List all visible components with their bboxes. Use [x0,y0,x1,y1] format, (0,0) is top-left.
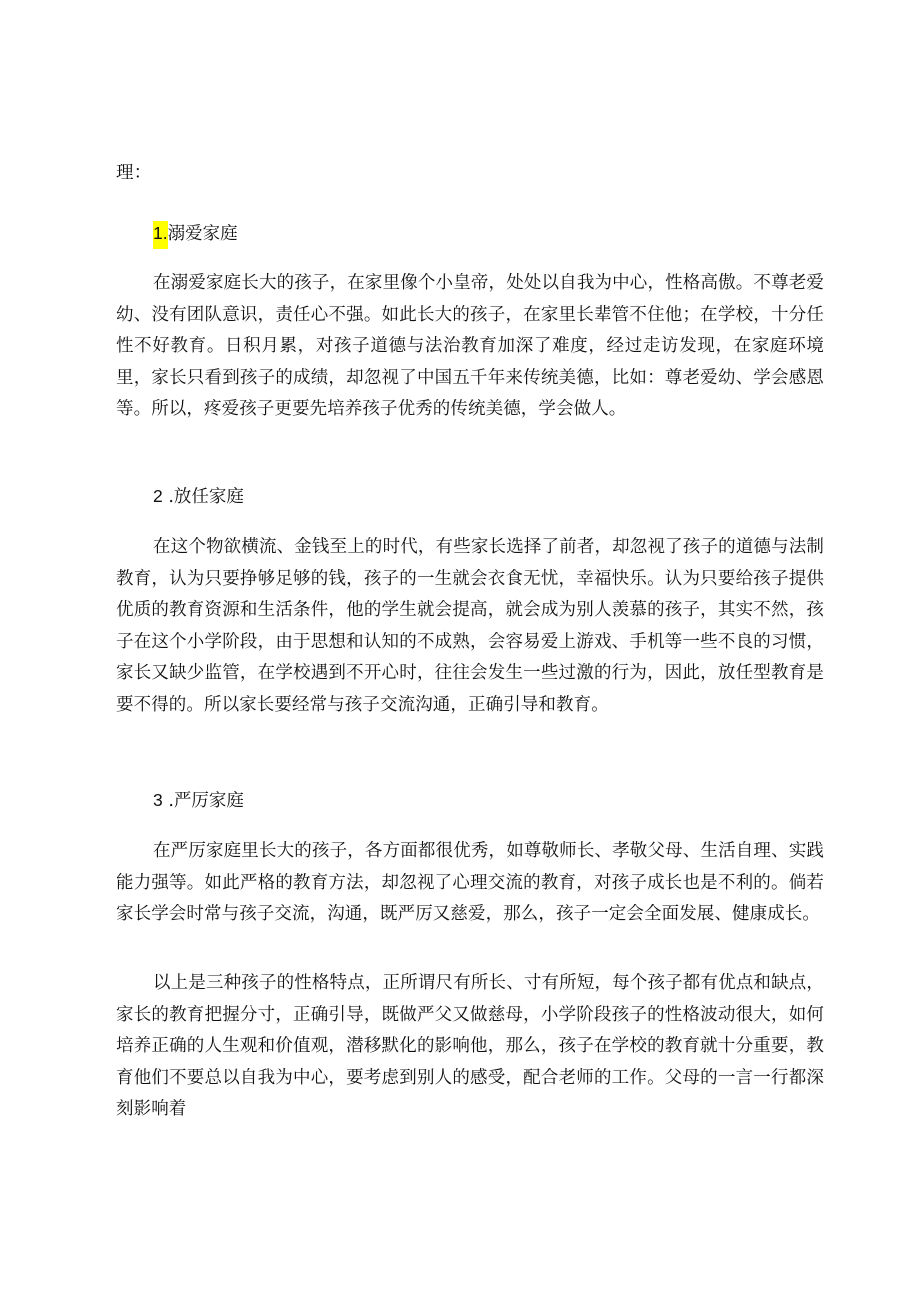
section-title: 溺爱家庭 [167,224,238,244]
lead-text: 理： [116,163,152,183]
section-number: 3 [153,790,163,810]
section-heading-3 [153,787,244,814]
closing-paragraph: 以上是三种孩子的性格特点，正所谓尺有所长、寸有所短，每个孩子都有优点和缺点，家长的教育把握分寸，正确引导，既做严父又做慈母，小学阶段孩子的性格波动很大，如何培养正确的人生观和价值观，潜移默化的影响他，那么，孩子在学校的教育就十分重要，教育他们不要总以自我为中心，要考虑到别人的感受，配合老师的工作。父母的一言一行都深刻影响着 [116,973,824,1120]
section-heading-2 [153,483,244,510]
section-number: 2 [153,486,163,506]
section-body-1: 在溺爱家庭长大的孩子，在家里像个小皇帝，处处以自我为中心，性格高傲。不尊老爱幼、没有团队意识，责任心不强。如此长大的孩子，在家里长辈管不住他；在学校，十分任性不好教育。日积月累，对孩子道德与法治教育加深了难度，经过走访发现，在家庭环境里，家长只看到孩子的成绩，却忽视了中国五千年来传统美德，比如：尊老爱幼、学会感恩等。所以，疼爱孩子更要先培养孩子优秀的传统美德，学会做人。 [116,273,824,420]
section-body-3: 在严厉家庭里长大的孩子，各方面都很优秀，如尊敬师长、孝敬父母、生活自理、实践能力强等。如此严格的教育方法，却忽视了心理交流的教育，对孩子成长也是不利的。倘若家长学会时常与孩子交流，沟通，既严厉又慈爱，那么，孩子一定会全面发展、健康成长。 [116,841,824,925]
section-heading-1 [153,220,238,247]
section-title: .放任家庭 [168,487,244,507]
section-title: .严厉家庭 [168,791,244,811]
section-number-highlighted: 1. [153,221,168,249]
section-body-2: 在这个物欲横流、金钱至上的时代，有些家长选择了前者，却忽视了孩子的道德与法制教育，认为只要挣够足够的钱，孩子的一生就会衣食无忧，幸福快乐。认为只要给孩子提供优质的教育资源和生活条件，他的学生就会提高，就会成为别人羡慕的孩子，其实不然，孩子在这个小学阶段，由于思想和认知的不成熟，会容易爱上游戏、手机等一些不良的习惯，家长又缺少监管，在学校遇到不开心时，往往会发生一些过激的行为，因此，放任型教育是要不得的。所以家长要经常与孩子交流沟通，正确引导和教育。 [116,537,824,715]
